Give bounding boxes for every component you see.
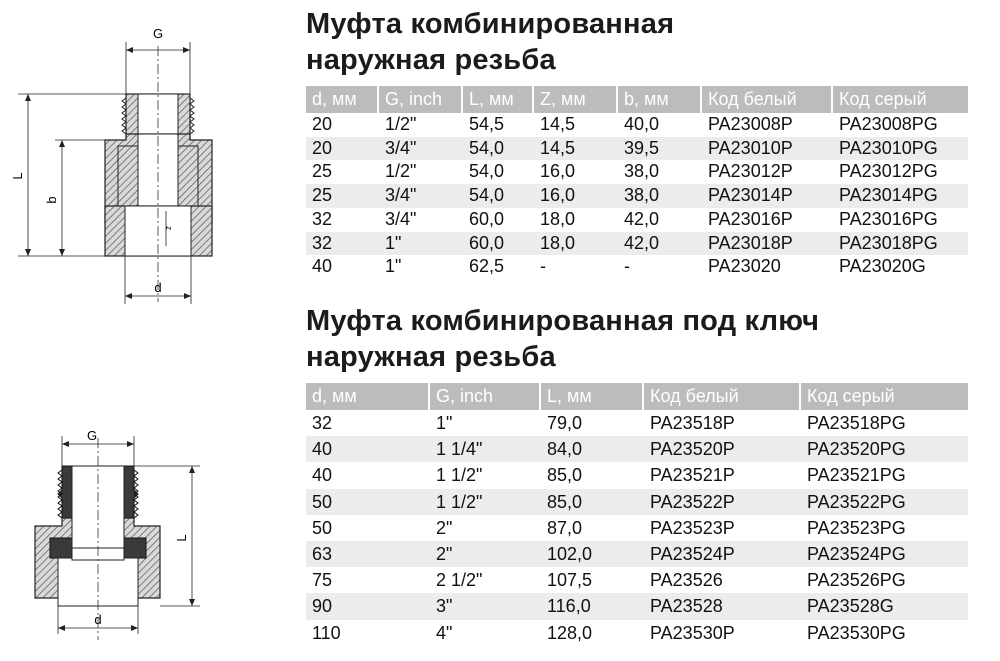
- cell-l: 116,0: [539, 593, 642, 619]
- table-row: [306, 436, 968, 462]
- cell-d: 25: [306, 184, 377, 208]
- cell-g: 1": [377, 232, 461, 256]
- column-header-l: L, мм: [539, 383, 642, 410]
- cell-l: 87,0: [547, 517, 583, 538]
- cell-code-white: PA23521P: [650, 465, 735, 486]
- cell-g: 3/4": [377, 137, 461, 161]
- cell-g: 2": [436, 517, 453, 538]
- cell-code-white: PA23014P: [700, 184, 831, 208]
- table-row: [306, 567, 968, 593]
- table-row: [306, 410, 968, 436]
- dim-g-label: G: [152, 26, 164, 41]
- table-row: [306, 137, 968, 161]
- dim-z-label: z: [164, 226, 173, 230]
- cell-b: 40,0: [624, 114, 660, 134]
- dim-b-label: b: [44, 196, 59, 204]
- cell-code-white: PA23020: [708, 256, 781, 277]
- cell-code-grey: PA23020G: [839, 256, 926, 277]
- column-header-g: G, inch: [428, 383, 539, 410]
- section1-title-line1: Муфта комбинированная: [306, 8, 675, 40]
- cell-d: 40: [306, 436, 428, 462]
- spec-table-1: [306, 86, 968, 279]
- cell-z: -: [540, 256, 546, 277]
- section1-title: [306, 6, 674, 78]
- cell-d: 32: [312, 208, 333, 229]
- dim-d2-label: d: [94, 612, 102, 627]
- cell-l: 60,0: [469, 208, 505, 229]
- cell-code-white: PA23016P: [708, 208, 793, 229]
- column-header-d: d, мм: [306, 86, 377, 113]
- cell-g: 1": [385, 256, 402, 277]
- cell-code-grey: PA23014PG: [831, 184, 968, 208]
- section1-title-line2: наружная резьба: [306, 44, 556, 76]
- cell-code-grey: PA23010PG: [831, 137, 968, 161]
- table-row: [306, 232, 968, 256]
- dim-l-label: L: [10, 172, 25, 180]
- cell-g: 1/2": [385, 161, 417, 182]
- coupling-body-2: [35, 466, 160, 606]
- cell-code-grey: PA23528G: [799, 593, 968, 619]
- table-row: [306, 593, 968, 619]
- table-row: [306, 515, 968, 541]
- cell-l: 85,0: [539, 489, 642, 515]
- section2-title-line1: Муфта комбинированная под ключ: [306, 305, 820, 337]
- column-header-z: Z, мм: [532, 86, 616, 113]
- cell-code-white: PA23012P: [708, 161, 793, 182]
- cell-g: 3/4": [385, 208, 417, 229]
- table-row: [306, 113, 968, 137]
- section2-title: [306, 303, 819, 375]
- table-row: [306, 620, 968, 646]
- spec-table-2: [306, 383, 968, 646]
- cell-b: 42,0: [624, 208, 660, 229]
- cell-code-grey: PA23012PG: [839, 161, 938, 182]
- cell-code-grey: PA23526PG: [807, 570, 906, 591]
- cell-code-white: PA23524P: [642, 541, 799, 567]
- cell-l: 60,0: [461, 232, 532, 256]
- dim-d-label: d: [154, 280, 162, 295]
- cell-code-white: PA23526: [650, 570, 723, 591]
- cell-g: 1": [436, 413, 453, 433]
- cell-code-white: PA23520P: [642, 436, 799, 462]
- cell-g: 2 1/2": [436, 570, 483, 591]
- cell-code-white: PA23008P: [708, 114, 793, 134]
- column-header-b: b, мм: [616, 86, 700, 113]
- cell-code-grey: PA23522PG: [799, 489, 968, 515]
- cell-d: 20: [312, 114, 333, 134]
- cell-d: 25: [312, 161, 333, 182]
- table-header-row: [306, 86, 968, 113]
- dim-l2-label: L: [174, 534, 189, 542]
- cell-d: 40: [312, 465, 333, 486]
- cell-l: 102,0: [539, 541, 642, 567]
- table-row: [306, 255, 968, 279]
- coupling-drawing-1: [0, 16, 220, 306]
- cell-code-grey: PA23018PG: [831, 232, 968, 256]
- cell-l: 79,0: [547, 413, 583, 433]
- cell-g: 1 1/4": [428, 436, 539, 462]
- cell-g: 3/4": [377, 184, 461, 208]
- cell-l: 107,5: [547, 570, 593, 591]
- cell-l: 54,5: [469, 114, 505, 134]
- cell-d: 40: [312, 256, 333, 277]
- cell-code-white: PA23522P: [642, 489, 799, 515]
- column-header-code-grey: Код серый: [799, 383, 968, 410]
- cell-d: 110: [312, 622, 341, 643]
- cell-d: 50: [306, 489, 428, 515]
- table-row: [306, 462, 968, 488]
- cell-z: 16,0: [540, 161, 576, 182]
- cell-l: 85,0: [547, 465, 583, 486]
- column-header-l: L, мм: [461, 86, 532, 113]
- cell-code-grey: PA23521PG: [807, 465, 906, 486]
- table-header-row: [306, 383, 968, 410]
- cell-z: 14,5: [540, 114, 576, 134]
- cell-d: 32: [306, 232, 377, 256]
- cell-code-grey: PA23008PG: [839, 114, 938, 134]
- cell-d: 50: [312, 517, 333, 538]
- table-row: [306, 160, 968, 184]
- cell-code-grey: PA23016PG: [839, 208, 938, 229]
- cell-g: 1 1/2": [436, 465, 483, 486]
- cell-b: 38,0: [616, 184, 700, 208]
- cell-code-white: PA23518P: [650, 413, 735, 433]
- cell-code-white: PA23018P: [700, 232, 831, 256]
- coupling-drawing-2: [10, 418, 230, 643]
- cell-code-white: PA23528: [642, 593, 799, 619]
- cell-g: 2": [428, 541, 539, 567]
- cell-d: 20: [306, 137, 377, 161]
- cell-code-grey: PA23518PG: [807, 413, 906, 433]
- table-row: [306, 184, 968, 208]
- column-header-code-grey: Код серый: [831, 86, 968, 113]
- cell-d: 90: [306, 593, 428, 619]
- column-header-code-white: Код белый: [642, 383, 799, 410]
- cell-code-grey: PA23524PG: [799, 541, 968, 567]
- cell-b: 38,0: [624, 161, 660, 182]
- cell-g: 1/2": [385, 114, 417, 134]
- column-header-g: G, inch: [377, 86, 461, 113]
- table-row: [306, 208, 968, 232]
- cell-l: 54,0: [469, 161, 505, 182]
- cell-g: 4": [436, 622, 453, 643]
- cell-l: 54,0: [461, 137, 532, 161]
- cell-l: 62,5: [469, 256, 505, 277]
- table-row: [306, 489, 968, 515]
- cell-z: 16,0: [532, 184, 616, 208]
- section2-title-line2: наружная резьба: [306, 341, 556, 373]
- cell-code-grey: PA23523PG: [807, 517, 906, 538]
- cell-d: 75: [312, 570, 333, 591]
- cell-l: 54,0: [461, 184, 532, 208]
- cell-code-white: PA23010P: [700, 137, 831, 161]
- coupling-body-1: [105, 94, 212, 256]
- cell-b: 39,5: [616, 137, 700, 161]
- cell-l: 128,0: [547, 622, 593, 643]
- cell-b: 42,0: [616, 232, 700, 256]
- cell-z: 14,5: [532, 137, 616, 161]
- cell-z: 18,0: [540, 208, 576, 229]
- cell-code-white: PA23530P: [650, 622, 735, 643]
- cell-z: 18,0: [532, 232, 616, 256]
- cell-g: 1 1/2": [428, 489, 539, 515]
- cell-code-grey: PA23520PG: [799, 436, 968, 462]
- cell-code-white: PA23523P: [650, 517, 735, 538]
- table-row: [306, 541, 968, 567]
- column-header-d: d, мм: [306, 383, 428, 410]
- cell-d: 63: [306, 541, 428, 567]
- column-header-code-white: Код белый: [700, 86, 831, 113]
- cell-g: 3": [428, 593, 539, 619]
- cell-code-grey: PA23530PG: [807, 622, 906, 643]
- cell-d: 32: [312, 413, 333, 433]
- dim-g2-label: G: [86, 428, 98, 443]
- cell-l: 84,0: [539, 436, 642, 462]
- cell-b: -: [624, 256, 630, 277]
